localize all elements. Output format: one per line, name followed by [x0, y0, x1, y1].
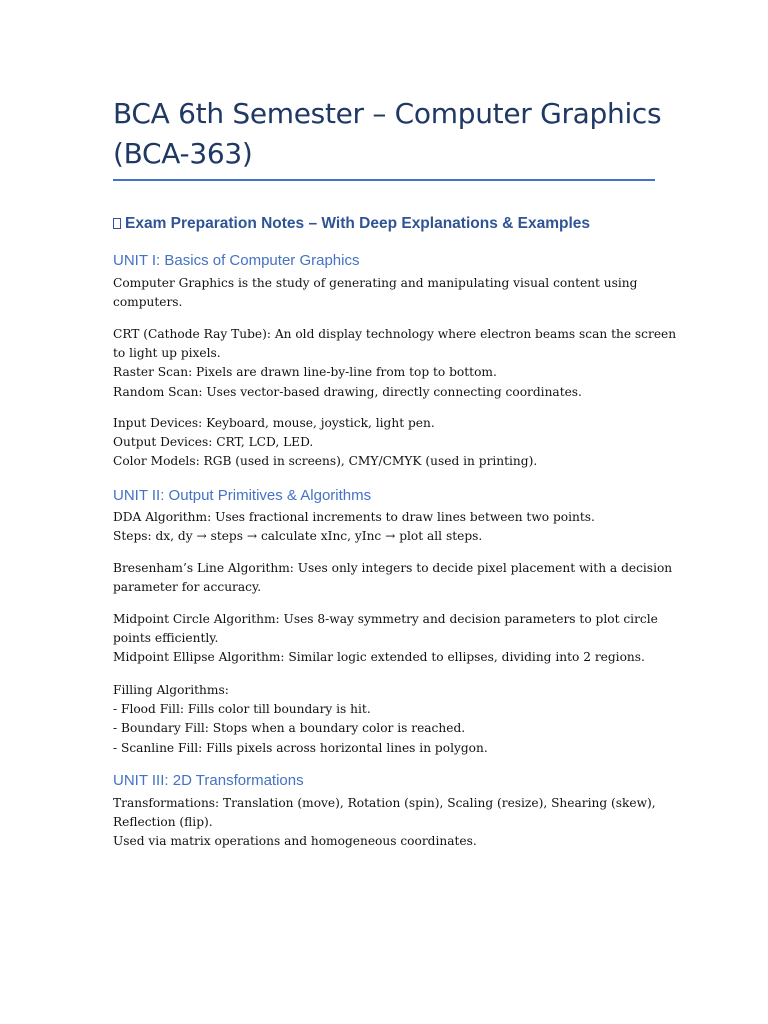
text-line: Color Models: RGB (used in screens), CMY/CMYK (used in printing). — [113, 454, 538, 469]
text-line: Midpoint Ellipse Algorithm: Similar logic extended to ellipses, dividing into 2 regions. — [113, 650, 645, 665]
text-line: Random Scan: Uses vector-based drawing, directly connecting coordinates. — [113, 384, 582, 399]
unit-3-heading: UNIT III: 2D Transformations — [113, 772, 304, 789]
missing-glyph-icon — [113, 218, 121, 229]
text-line: Input Devices: Keyboard, mouse, joystick, light pen. — [113, 416, 435, 430]
title-line-2: (BCA-363) — [113, 137, 253, 170]
unit-2-heading: UNIT II: Output Primitives & Algorithms — [113, 487, 372, 504]
unit-2-paragraph-4 — [113, 681, 658, 758]
unit-3-paragraph-1 — [113, 794, 658, 852]
unit-2-paragraph-1 — [113, 508, 658, 546]
text-line: Filling Algorithms: — [113, 683, 229, 697]
text-line: CRT (Cathode Ray Tube): An old display technology where electron beams scan the screen — [113, 327, 677, 341]
text-line: computers. — [113, 295, 183, 310]
unit-2-paragraph-2 — [113, 559, 673, 597]
unit-1-paragraph-2 — [113, 325, 677, 402]
text-line: Reflection (flip). — [113, 815, 213, 830]
title-divider — [113, 179, 655, 181]
unit-1-paragraph-1 — [113, 274, 658, 312]
text-line: - Flood Fill: Fills color till boundary is hit. — [113, 702, 371, 717]
text-line: DDA Algorithm: Uses fractional increments to draw lines between two points. — [113, 510, 595, 524]
text-line: Used via matrix operations and homogeneous coordinates. — [113, 834, 477, 849]
page-title — [113, 94, 662, 174]
text-line: Midpoint Circle Algorithm: Uses 8-way symmetry and decision parameters to plot circle — [113, 612, 658, 626]
text-line: Raster Scan: Pixels are drawn line-by-line from top to bottom. — [113, 365, 497, 380]
text-line: Computer Graphics is the study of generating and manipulating visual content using — [113, 276, 638, 290]
text-line: Output Devices: CRT, LCD, LED. — [113, 435, 314, 450]
text-line: to light up pixels. — [113, 346, 221, 361]
text-line: parameter for accuracy. — [113, 580, 262, 595]
text-line: Transformations: Translation (move), Rotation (spin), Scaling (resize), Shearing (skew), — [113, 796, 656, 810]
text-line: Bresenham’s Line Algorithm: Uses only integers to decide pixel placement with a decision — [113, 561, 673, 575]
notes-subheading — [113, 213, 658, 235]
text-line: Steps: dx, dy → steps → calculate xInc, yInc → plot all steps. — [113, 529, 483, 544]
text-line: - Scanline Fill: Fills pixels across horizontal lines in polygon. — [113, 740, 488, 755]
unit-1-heading: UNIT I: Basics of Computer Graphics — [113, 252, 360, 269]
text-line: points efficiently. — [113, 631, 219, 646]
subheading-text: Exam Preparation Notes – With Deep Explanations & Examples — [125, 215, 590, 232]
unit-1-paragraph-3 — [113, 414, 658, 472]
title-line-1: BCA 6th Semester – Computer Graphics — [113, 97, 662, 130]
text-line: - Boundary Fill: Stops when a boundary color is reached. — [113, 721, 466, 736]
unit-2-paragraph-3 — [113, 610, 658, 668]
